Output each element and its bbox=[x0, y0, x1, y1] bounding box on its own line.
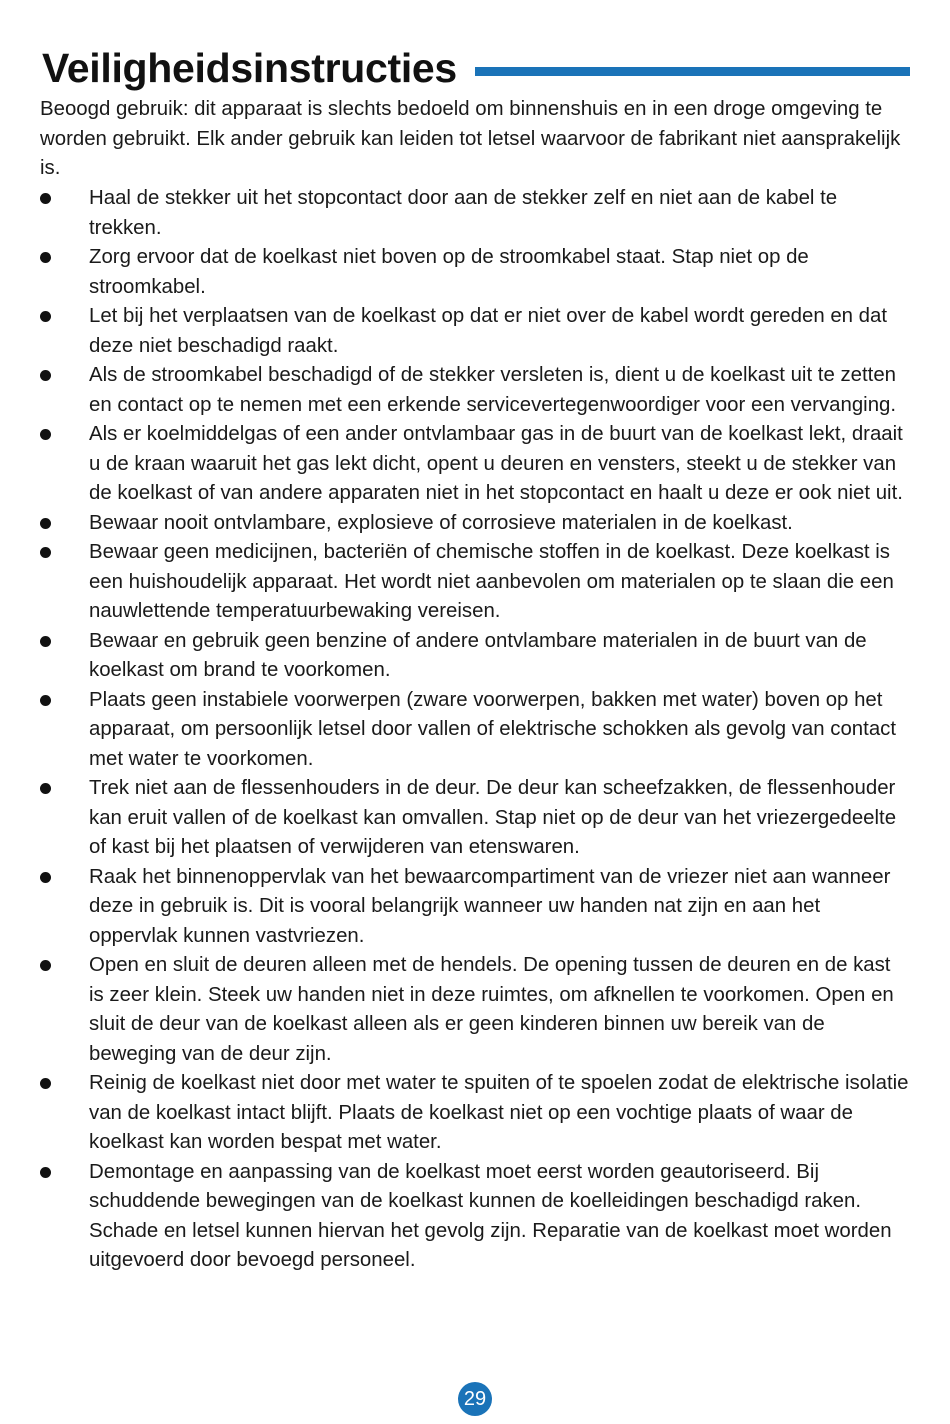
instruction-item bbox=[40, 627, 910, 686]
instruction-text: Als de stroomkabel beschadigd of de stekker versleten is, dient u de koelkast uit te zetten en contact op te nemen met een erkende servicevertegenwoordiger voor een vervanging. bbox=[89, 364, 897, 416]
page-number-badge: 29 bbox=[458, 1382, 492, 1416]
instruction-item bbox=[40, 509, 910, 539]
instruction-item bbox=[40, 1069, 910, 1158]
instruction-item bbox=[40, 686, 910, 775]
instruction-item bbox=[40, 302, 910, 361]
bullet-icon bbox=[40, 783, 51, 794]
instruction-item bbox=[40, 774, 910, 863]
instruction-text: Trek niet aan de flessenhouders in de deur. De deur kan scheefzakken, de flessenhouder kan eruit vallen of de koelkast kan omvallen. Stap niet op de deur van het vriezergedeelte of kast bij het plaatsen of verwijderen van etenswaren. bbox=[89, 777, 897, 858]
instruction-text: Open en sluit de deuren alleen met de hendels. De opening tussen de deuren en de kast is zeer klein. Steek uw handen niet in deze ruimtes, om afknellen te voorkomen. Open en sluit de deur van de koelkast alleen als er geen kinderen binnen uw bereik van de beweging van de deur zijn. bbox=[89, 954, 894, 1065]
section-title: Veiligheidsinstructies bbox=[42, 45, 457, 91]
bullet-icon bbox=[40, 311, 51, 322]
instruction-text: Bewaar en gebruik geen benzine of andere ontvlambare materialen in de buurt van de koelkast om brand te voorkomen. bbox=[89, 629, 867, 681]
intended-use-paragraph: Beoogd gebruik: dit apparaat is slechts bedoeld om binnenshuis en in een droge omgeving te worden gebruikt. Elk ander gebruik kan leiden tot letsel waarvoor de fabrikant niet aansprakelijk is. bbox=[40, 98, 901, 179]
bullet-icon bbox=[40, 695, 51, 706]
bullet-icon bbox=[40, 193, 51, 204]
instruction-text: Demontage en aanpassing van de koelkast moet eerst worden geautoriseerd. Bij schuddende bewegingen van de koelkast kunnen de koelleidingen beschadigd raken. Schade en letsel kunnen hiervan het gevolg zijn. Reparatie van de koelkast moet worden uitgevoerd door bevoegd personeel. bbox=[89, 1160, 892, 1271]
instruction-item bbox=[40, 184, 910, 243]
instruction-item bbox=[40, 361, 910, 420]
instruction-item bbox=[40, 243, 910, 302]
safety-instruction-list bbox=[40, 184, 910, 1276]
title-accent-rule bbox=[475, 67, 910, 76]
bullet-icon bbox=[40, 636, 51, 647]
instruction-item bbox=[40, 420, 910, 509]
bullet-icon bbox=[40, 1078, 51, 1089]
instruction-text: Raak het binnenoppervlak van het bewaarcompartiment van de vriezer niet aan wanneer deze in gebruik is. Dit is vooral belangrijk wanneer uw handen nat zijn en aan het oppervlak kunnen vastvriezen. bbox=[89, 865, 891, 947]
bullet-icon bbox=[40, 872, 51, 883]
bullet-icon bbox=[40, 518, 51, 529]
bullet-icon bbox=[40, 370, 51, 381]
instruction-item bbox=[40, 538, 910, 627]
bullet-icon bbox=[40, 1167, 51, 1178]
bullet-icon bbox=[40, 547, 51, 558]
section-header bbox=[42, 40, 910, 100]
instruction-text: Als er koelmiddelgas of een ander ontvlambaar gas in de buurt van de koelkast lekt, draait u de kraan waaruit het gas lekt dicht, opent u deuren en vensters, steekt u de stekker van de koelkast of van andere apparaten niet in het stopcontact en haalt u deze er ook niet uit. bbox=[89, 423, 903, 504]
instruction-text: Bewaar geen medicijnen, bacteriën of chemische stoffen in de koelkast. Deze koelkast is een huishoudelijk apparaat. Het wordt niet aanbevolen om materialen op te slaan die een nauwlettende temperatuurbewaking vereisen. bbox=[89, 541, 894, 622]
instruction-text: Haal de stekker uit het stopcontact door aan de stekker zelf en niet aan de kabel te trekken. bbox=[89, 187, 838, 239]
bullet-icon bbox=[40, 960, 51, 971]
bullet-icon bbox=[40, 252, 51, 263]
instruction-text: Bewaar nooit ontvlambare, explosieve of corrosieve materialen in de koelkast. bbox=[89, 511, 793, 534]
instruction-item bbox=[40, 951, 910, 1069]
instruction-text: Plaats geen instabiele voorwerpen (zware voorwerpen, bakken met water) boven op het apparaat, om persoonlijk letsel door vallen of elektrische schokken als gevolg van contact met water te voorkomen. bbox=[89, 688, 897, 770]
instruction-item bbox=[40, 1158, 910, 1276]
instruction-text: Let bij het verplaatsen van de koelkast op dat er niet over de kabel wordt gereden en dat deze niet beschadigd raakt. bbox=[89, 305, 888, 357]
instruction-item bbox=[40, 863, 910, 952]
bullet-icon bbox=[40, 429, 51, 440]
instruction-text: Reinig de koelkast niet door met water te spuiten of te spoelen zodat de elektrische isolatie van de koelkast intact blijft. Plaats de koelkast niet op een vochtige plaats of waar de koelkast kan worden bespat met water. bbox=[89, 1072, 909, 1153]
instruction-text: Zorg ervoor dat de koelkast niet boven op de stroomkabel staat. Stap niet op de stroomkabel. bbox=[89, 246, 809, 298]
